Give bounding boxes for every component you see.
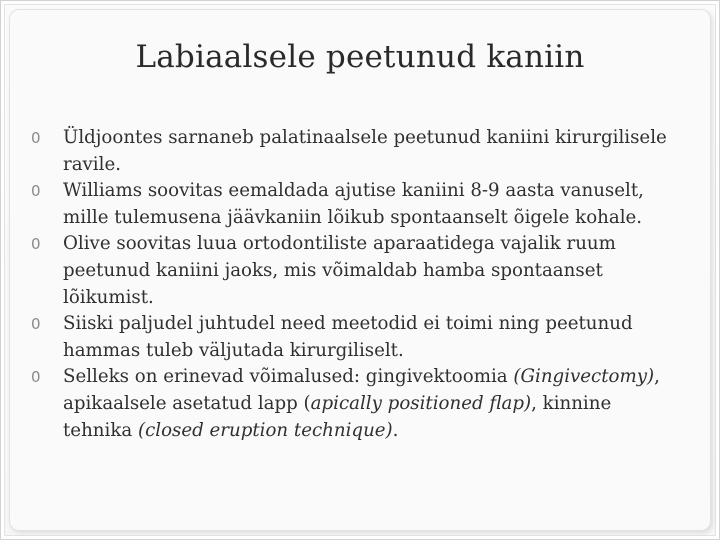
bullet-text: Williams soovitas eemaldada ajutise kaniini 8-9 aasta vanuselt, mille tulemusena jäävkaniin lõikub spontaanselt õigele kohale.: [63, 180, 644, 228]
bullet-marker: 0: [31, 182, 41, 201]
bullet-item: [31, 231, 673, 311]
bullet-text: Siiski paljudel juhtudel need meetodid ei toimi ning peetunud hammas tuleb väljutada kirurgiliselt.: [63, 313, 633, 361]
bullet-item: [31, 178, 673, 231]
bullet-text: .: [392, 419, 399, 441]
bullet-item: [31, 364, 673, 444]
bullet-item: [31, 125, 673, 178]
bullet-marker: 0: [31, 368, 41, 387]
bullet-text: Olive soovitas luua ortodontiliste aparaatidega vajalik ruum peetunud kaniini jaoks, mis võimaldab hamba spontaanset lõikumist.: [63, 233, 616, 308]
bullet-text: Üldjoontes sarnaneb palatinaalsele peetunud kaniini kirurgilisele ravile.: [63, 127, 667, 175]
bullet-text-italic: apically positioned flap): [310, 392, 532, 414]
bullet-list: [31, 125, 673, 444]
bullet-item: [31, 311, 673, 364]
bullet-text-italic: (closed eruption technique): [137, 419, 393, 441]
slide-title: Labiaalsele peetunud kaniin: [135, 39, 585, 75]
bullet-marker: 0: [31, 315, 41, 334]
bullet-text: , kinnine tehnika: [63, 392, 612, 441]
bullet-marker: 0: [31, 235, 41, 254]
bullet-text-italic: (Gingivectomy): [513, 366, 655, 388]
bullet-text: , apikaalsele asetatud lapp (: [63, 366, 660, 414]
bullet-marker: 0: [31, 129, 41, 147]
bullet-text: Selleks on erinevad võimalused: gingivektoomia: [63, 366, 514, 388]
